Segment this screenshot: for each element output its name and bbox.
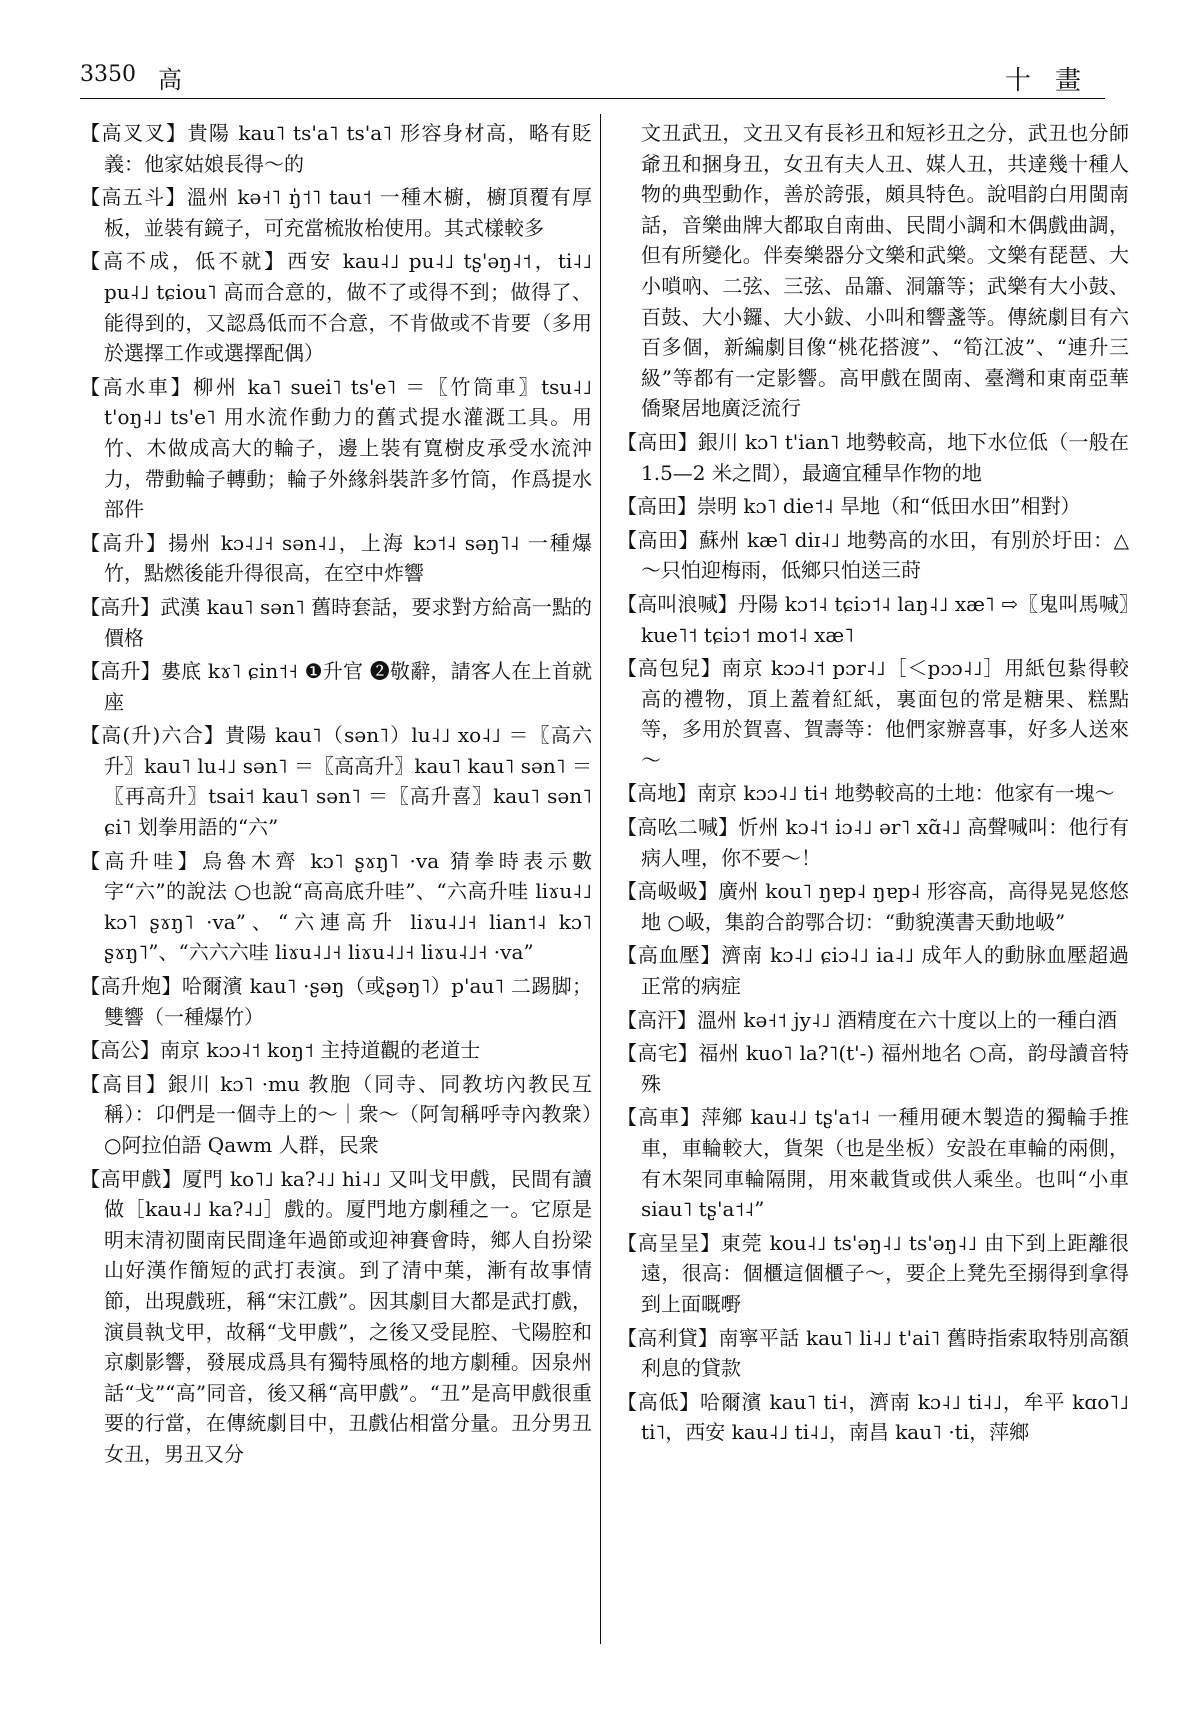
dictionary-entry: 【高宅】福州 kuo˥ la?˥(t'-) 福州地名 ○高，韵母讀音特殊	[617, 1041, 1129, 1096]
dictionary-entry: 【高血壓】濟南 kɔ˨˩ ɕiɔ˨˩ ia˨˩ 成年人的動脉血壓超過正常的病症	[617, 943, 1129, 999]
head-character: 高	[158, 66, 182, 94]
stroke-count-label: 十畫	[1004, 66, 1105, 96]
dictionary-entry: 【高地】南京 kɔɔ˨˩ ti˧ 地勢較高的土地：他家有一塊～	[617, 781, 1115, 806]
dictionary-entry: 【高田】崇明 kɔ˥ die˦˨ 旱地（和“低田水田”相對）	[617, 494, 1081, 519]
dictionary-entry: 【高低】哈爾濱 kau˥ ti˧，濟南 kɔ˨˩ ti˨˩，牟平 kɑo˥˩ ti˥，西安 kau˨˩ ti˨˩，南昌 kau˥ ·ti，萍鄉	[617, 1389, 1129, 1445]
right-column	[617, 118, 1129, 1638]
dictionary-entry: 【高田】銀川 kɔ˥ t'ian˥ 地勢較高，地下水位低（一般在 1.5—2 米之間），最適宜種旱作物的地	[617, 429, 1129, 485]
dictionary-entry: 【高升】揚州 kɔ˨˩˧ sən˨˩，上海 kɔ˦˨ səŋ˥˨ 一種爆竹，點燃後能升得很高，在空中炸響	[80, 530, 592, 586]
entry-continuation: 文丑武丑，文丑又有長衫丑和短衫丑之分，武丑也分師爺丑和捆身丑，女丑有夫人丑、媒人丑，共達幾十種人物的典型動作，善於誇張，頗具特色。說唱韵白用閩南話，音樂曲牌大都取自南曲、民間小調和木偶戲曲調，但有所變化。伴奏樂器分文樂和武樂。文樂有琵琶、大小嗩吶、二弦、三弦、品簫、洞簫等；武樂有大小鼓、百鼓、大小鑼、大小鈸、小叫和響盞等。傳統劇目有六百多個，新編劇目像“桃花搭渡”、“筍江波”、“連升三級”等都有一定影響。高甲戲在閩南、臺灣和東南亞華僑聚居地廣泛流行	[641, 121, 1129, 421]
dictionary-entry: 【高叫浪喊】丹陽 kɔ˦˨ tɕiɔ˦˨ laŋ˨˩ xæ˥ ⇨〖鬼叫馬喊〗kue˥˦ tɕiɔ˦ mo˦˨ xæ˥	[617, 591, 1129, 647]
column-divider	[600, 114, 601, 1644]
page-header	[80, 58, 1105, 94]
page-number: 3350	[80, 62, 136, 87]
dictionary-entry: 【高(升)六合】貴陽 kau˥（sən˥）lu˨˩ xo˨˩ ＝〖高六升〗kau˥ lu˨˩ sən˥ ＝〖高高升〗kau˥ kau˥ sən˥ ＝〖再高升〗tsai˦ kau˥ sən˥ ＝〖高升喜〗kau˥ sən˥ ɕi˥ 划拳用語的“六”	[80, 723, 592, 840]
dictionary-entry: 【高岋岋】廣州 kou˥ ŋɐp˨ ŋɐp˨ 形容高，高得晃晃悠悠地 ○岋，集韵合韵鄂合切：“動貌漢書天動地岋”	[617, 879, 1129, 934]
dictionary-entry: 【高水車】柳州 ka˥ suei˥ ts'e˥ ＝〖竹筒車〗tsu˨˩ t'oŋ˨˩ ts'e˥ 用水流作動力的舊式提水灌溉工具。用竹、木做成高大的輪子，邊上裝有寬樹皮承受水流沖力，帶動輪子轉動；輪子外緣斜裝許多竹筒，作爲提水部件	[80, 374, 592, 522]
dictionary-entry: 【高汗】溫州 kə˧˦ jy˨˩ 酒精度在六十度以上的一種白酒	[617, 1007, 1117, 1032]
dictionary-entry: 【高利貸】南寧平話 kau˥ li˨˩ t'ai˥ 舊時指索取特別高額利息的貸款	[617, 1325, 1129, 1381]
dictionary-entry: 【高呈呈】東莞 kou˨˩ ts'əŋ˨˩ ts'əŋ˨˩ 由下到上距離很遠，很高：個櫃這個櫃子～，要企上凳先至搦得到拿得到上面嘅嘢	[617, 1230, 1129, 1316]
dictionary-entry: 【高吆二喊】忻州 kɔ˨˦ iɔ˨˩ ər˥ xɑ̃˨˩ 高聲喊叫：他行有病人哩，你不要～！	[617, 815, 1129, 870]
dictionary-entry: 【高目】銀川 kɔ˥ ·mu 教胞（同寺、同教坊內教民互稱）：卬們是一個寺上的～｜衆～（阿訇稱呼寺內教衆）○阿拉伯語 Qawm 人群，民衆	[80, 1071, 592, 1157]
header-rule	[80, 98, 1105, 99]
dictionary-entry: 【高不成，低不就】西安 kau˨˩ pu˨˩ tʂ'əŋ˨˦，ti˨˩ pu˨˩ tɕiou˥ 高而合意的，做不了或得不到；做得了、能得到的，又認爲低而不合意，不肯做或不肯要（多用於選擇工作或選擇配偶）	[80, 249, 592, 366]
dictionary-entry: 【高田】蘇州 kæ˥ diɪ˨˩ 地勢高的水田，有別於圩田：△～只怕迎梅雨，低鄉只怕送三莳	[617, 527, 1129, 583]
dictionary-entry: 【高升】婁底 kɤ˥ ɕin˦˧ ❶升官 ❷敬辭，請客人在上首就座	[80, 659, 592, 714]
dictionary-entry: 【高包兒】南京 kɔɔ˨˦ pɔr˨˩［＜pɔɔ˨˩］用紙包紥得較高的禮物，頂上蓋着紅紙，裏面包的常是糖果、糕點等，多用於賀喜、賀壽等：他們家辦喜事，好多人送來～	[617, 656, 1129, 772]
dictionary-entry: 【高車】萍鄉 kau˨˩ tʂ'a˦˨ 一種用硬木製造的獨輪手推車，車輪較大，貨架（也是坐板）安設在車輪的兩側，有木架同車輪隔開，用來載貨或供人乘坐。也叫“小車siau˥ tʂ'a˦˨”	[617, 1105, 1129, 1222]
left-column	[80, 118, 592, 1638]
dictionary-entry: 【高叉叉】貴陽 kau˥ ts'a˥ ts'a˥ 形容身材高，略有貶義：他家姑娘長得～的	[80, 121, 592, 176]
dictionary-entry: 【高升哇】烏魯木齊 kɔ˥ ʂɤŋ˥ ·va 猜拳時表示數字“六”的說法 ○也說“高高底升哇”、“六高升哇 liɤu˨˩ kɔ˥ ʂɤŋ˥ ·va”、“六連高升 liɤu˨˩˧ lian˦˨ kɔ˥ ʂɤŋ˥”、“六六六哇 liɤu˨˩˧ liɤu˨˩˧ liɤu˨˩˧ ·va”	[80, 848, 592, 965]
dictionary-entry: 【高升】武漢 kau˥ sən˥ 舊時套話，要求對方給高一點的價格	[80, 594, 592, 650]
dictionary-entry: 【高公】南京 kɔɔ˨˦ koŋ˦ 主持道觀的老道士	[80, 1038, 481, 1063]
dictionary-entry: 【高五斗】溫州 kə˧˥ ŋ̍˦˥ tau˦ 一種木櫥，櫥頂覆有厚板，並裝有鏡子，可充當梳妝枱使用。其式樣較多	[80, 185, 592, 240]
dictionary-entry: 【高升炮】哈爾濱 kau˥ ·ʂəŋ（或ʂəŋ˥）p'au˥ 二踢脚；雙響（一種爆竹）	[80, 974, 592, 1029]
dictionary-entry: 【高甲戲】厦門 ko˥˩ ka?˨˩ hi˨˩ 又叫戈甲戲，民間有讀做［kau˨˩ ka?˨˩］戲的。厦門地方劇種之一。它原是明末清初閩南民間逢年過節或迎神賽會時，鄉人自扮梁山好漢作簡短的武打表演。到了清中葉，漸有故事情節，出現戲班，稱“宋江戲”。因其劇目大都是武打戲，演員執戈甲，故稱“戈甲戲”，之後又受昆腔、弋陽腔和京劇影響，發展成爲具有獨特風格的地方劇種。因泉州話“戈”“高”同音，後又稱“高甲戲”。“丑”是高甲戲很重要的行當，在傳統劇目中，丑戲佔相當分量。丑分男丑女丑，男丑又分	[80, 1166, 592, 1466]
